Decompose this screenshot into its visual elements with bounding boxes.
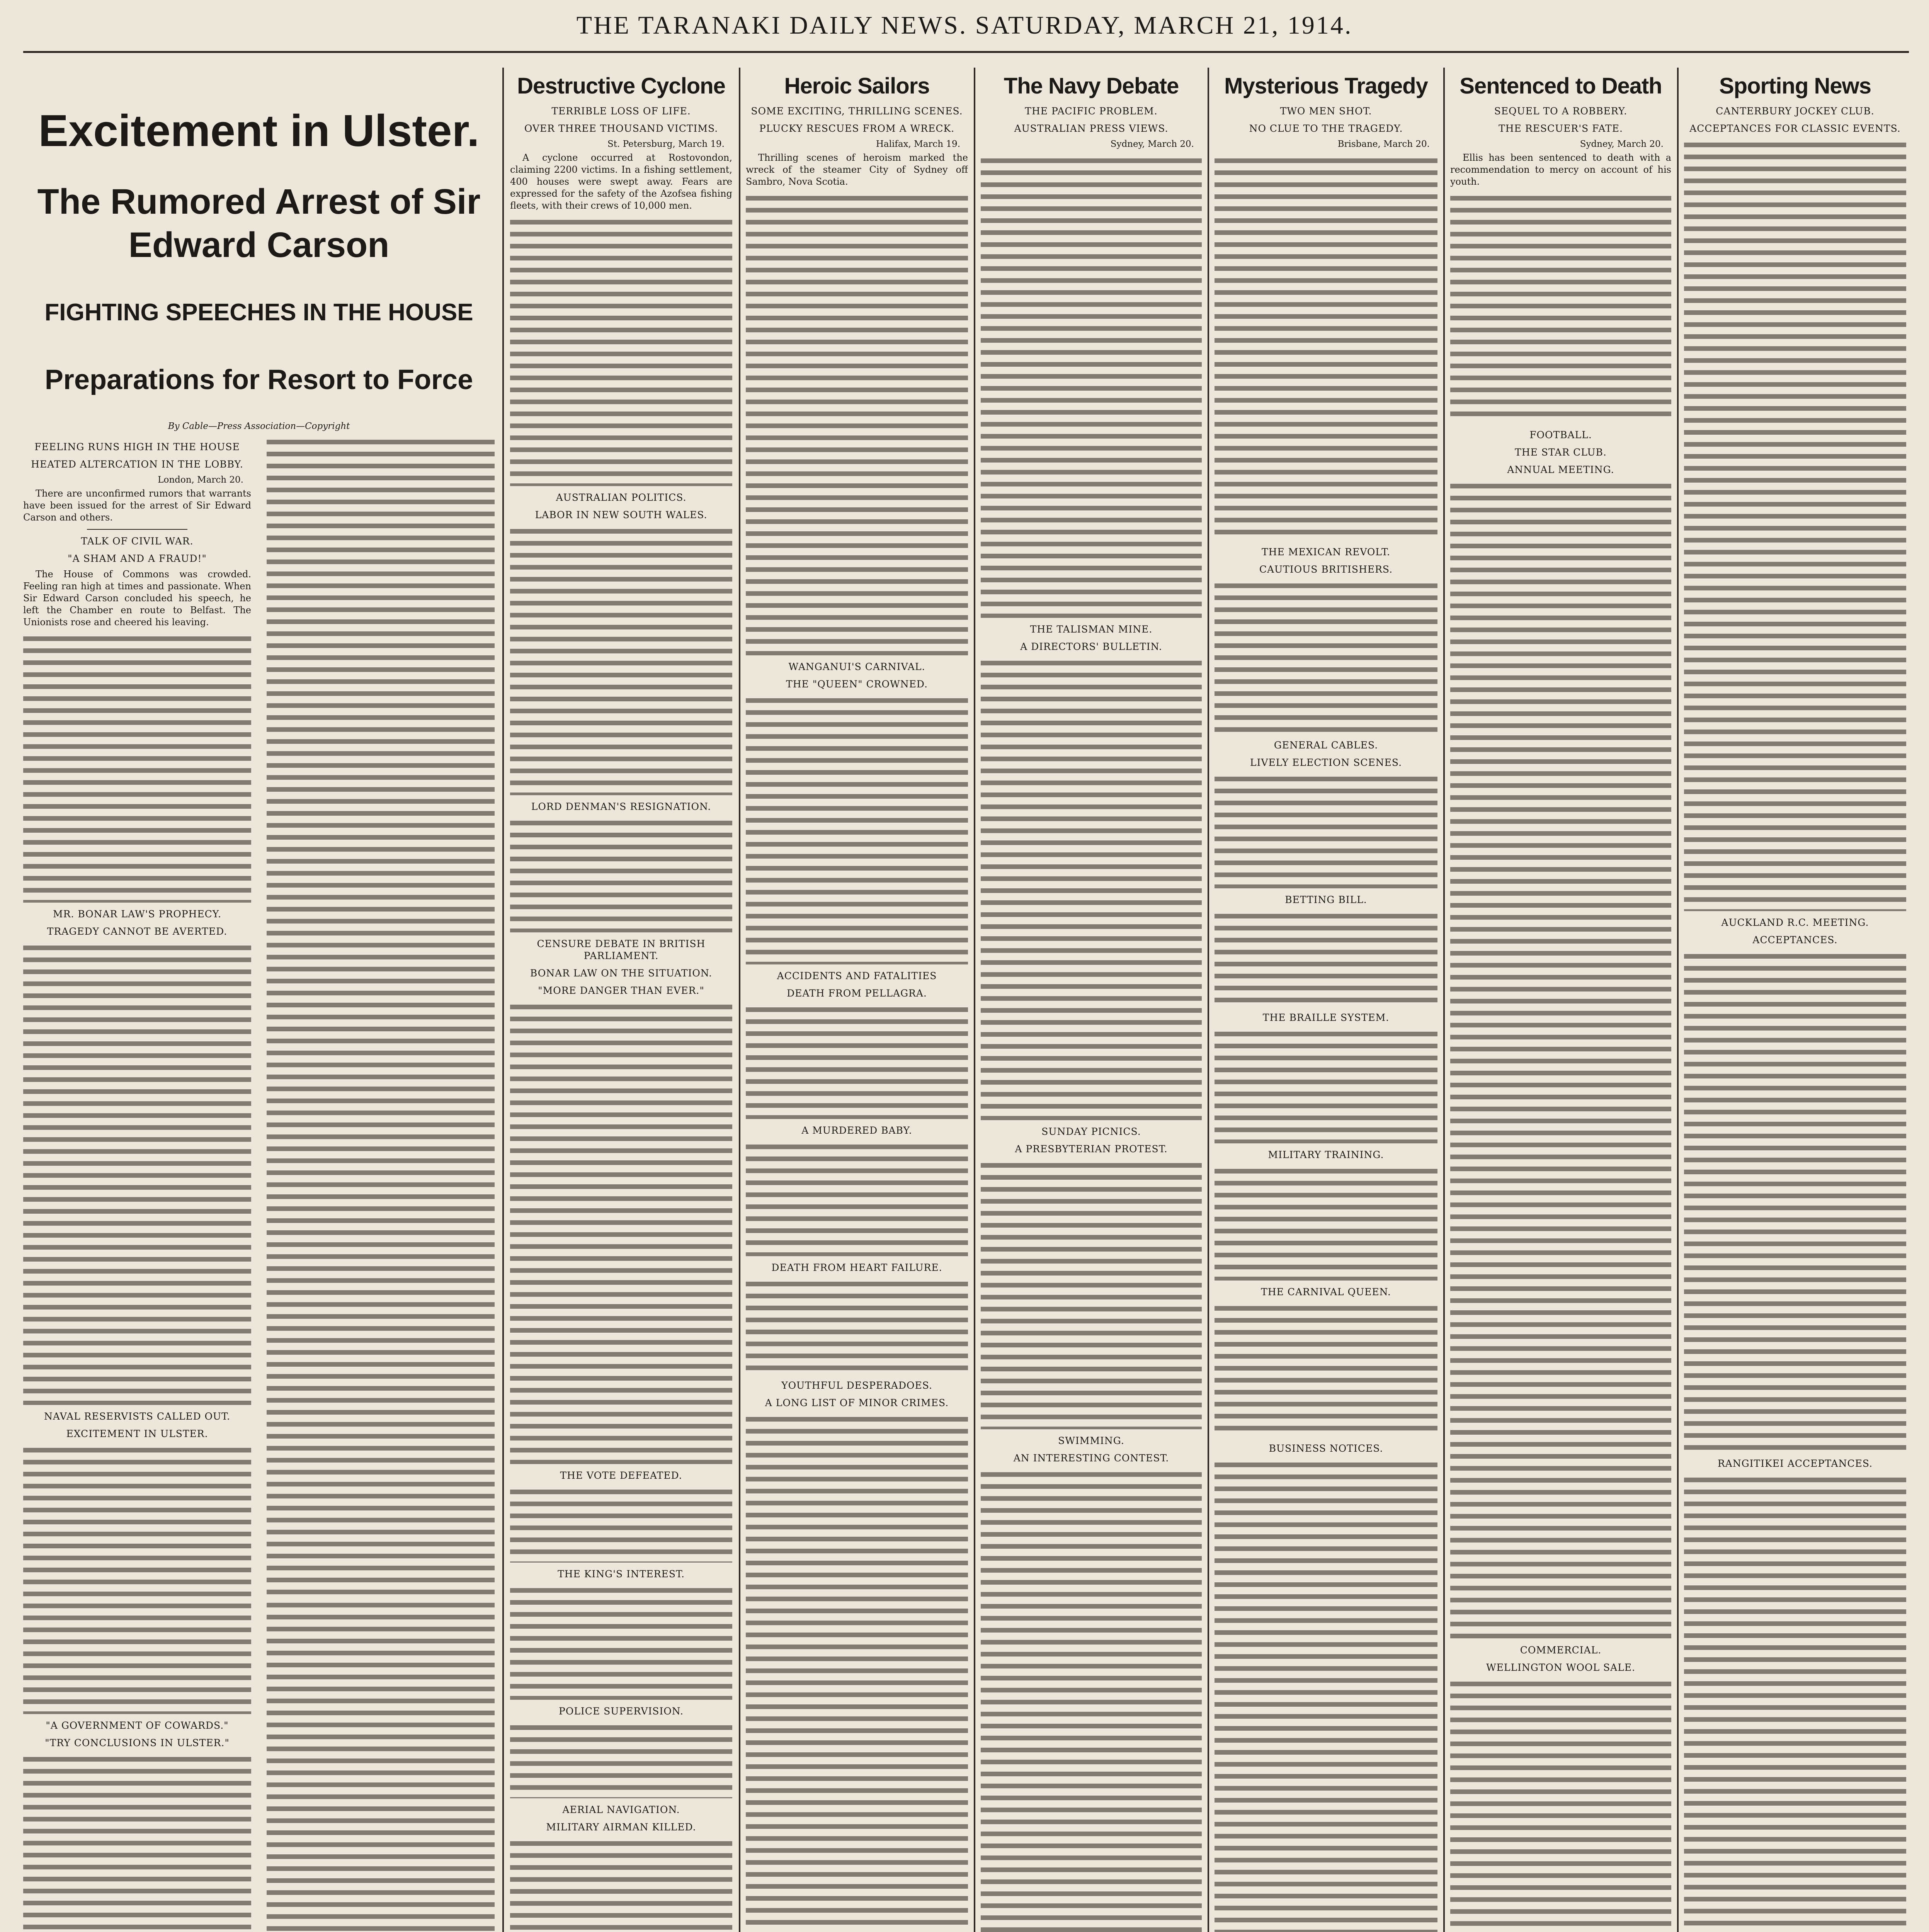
sport-subhead: AUCKLAND R.C. MEETING.	[1721, 917, 1869, 928]
navy-subhead: THE TALISMAN MINE.	[1030, 624, 1153, 635]
death-subhead: WELLINGTON WOOL SALE.	[1486, 1662, 1636, 1673]
ulster-subhead: NAVAL RESERVISTS CALLED OUT.	[44, 1411, 230, 1422]
tragedy-headline: Mysterious Tragedy	[1224, 73, 1428, 99]
cyclone-subhead: THE KING'S INTEREST.	[558, 1568, 685, 1580]
text-block	[1684, 1473, 1906, 1932]
text-block	[1215, 1458, 1437, 1932]
ulster-right-column	[267, 435, 495, 1932]
sport-subhead: ACCEPTANCES FOR CLASSIC EVENTS.	[1689, 123, 1901, 134]
sailors-subhead: A LONG LIST OF MINOR CRIMES.	[765, 1397, 949, 1408]
sailors-subhead: THE "QUEEN" CROWNED.	[786, 679, 928, 690]
ulster-subhead: MR. BONAR LAW'S PROPHECY.	[53, 908, 221, 920]
column-rule	[974, 68, 975, 1932]
sailors-subhead: DEATH FROM PELLAGRA.	[787, 988, 927, 999]
tragedy-subhead: BETTING BILL.	[1285, 894, 1367, 905]
ulster-subhead: HEATED ALTERCATION IN THE LOBBY.	[31, 459, 243, 470]
text-block	[510, 816, 732, 932]
sailors-column	[746, 70, 968, 1932]
text-block	[23, 632, 251, 903]
sailors-subhead: YOUTHFUL DESPERADOES.	[781, 1380, 932, 1391]
navy-subhead: SUNDAY PICNICS.	[1041, 1126, 1141, 1137]
ulster-subheadline: The Rumored Arrest of Sir Edward Carson	[37, 182, 481, 265]
death-paragraph: Ellis has been sentenced to death with a recommendation to mercy on account of his youth.	[1450, 152, 1671, 187]
ulster-subhead: TALK OF CIVIL WAR.	[81, 536, 194, 547]
sailors-subhead: PLUCKY RESCUES FROM A WRECK.	[759, 123, 955, 134]
ulster-article	[23, 70, 495, 1932]
tragedy-subhead: THE CARNIVAL QUEEN.	[1261, 1286, 1391, 1298]
navy-subhead: THE PACIFIC PROBLEM.	[1025, 105, 1158, 117]
section-divider	[87, 529, 187, 530]
cyclone-subhead: POLICE SUPERVISION.	[559, 1706, 684, 1717]
text-block	[981, 656, 1202, 1120]
masthead: THE TARANAKI DAILY NEWS. SATURDAY, MARCH 21, 1914.	[576, 11, 1353, 39]
text-block	[981, 1468, 1202, 1932]
ulster-deck-speeches: FIGHTING SPEECHES IN THE HOUSE	[44, 299, 473, 326]
ulster-headline: Excitement in Ulster.	[38, 105, 480, 156]
column-rule	[1208, 68, 1209, 1932]
ulster-left-column	[23, 435, 251, 1932]
text-block	[1450, 480, 1671, 1639]
navy-subhead: A PRESBYTERIAN PROTEST.	[1015, 1143, 1168, 1155]
death-headline: Sentenced to Death	[1460, 73, 1662, 99]
tragedy-subhead: BUSINESS NOTICES.	[1269, 1443, 1383, 1454]
navy-subhead: AUSTRALIAN PRESS VIEWS.	[1014, 123, 1169, 134]
text-block	[1215, 1302, 1437, 1437]
column-rule	[1443, 68, 1445, 1932]
sailors-subhead: ACCIDENTS AND FATALITIES	[777, 970, 937, 981]
cyclone-subhead: THE VOTE DEFEATED.	[560, 1470, 682, 1481]
column-rule	[1677, 68, 1679, 1932]
navy-subhead: AN INTERESTING CONTEST.	[1013, 1452, 1169, 1464]
death-dateline: Sydney, March 20.	[1580, 139, 1664, 149]
ulster-paragraph: The House of Commons was crowded. Feeling ran high at times and passionate. When Sir Edward Carson concluded his speech, he left the Chamber en route to Belfast. The Unionists rose and cheered his leaving.	[23, 569, 251, 628]
tragedy-subhead: TWO MEN SHOT.	[1280, 105, 1372, 117]
sailors-paragraph: Thrilling scenes of heroism marked the wreck of the steamer City of Sydney off Sambro, Nova Scotia.	[746, 152, 968, 187]
text-block	[510, 1837, 732, 1932]
tragedy-column	[1215, 70, 1437, 1932]
sport-column	[1684, 70, 1906, 1932]
cyclone-subhead: MILITARY AIRMAN KILLED.	[546, 1821, 696, 1833]
text-block	[1215, 1027, 1437, 1143]
sport-subhead: CANTERBURY JOCKEY CLUB.	[1716, 105, 1875, 117]
text-block	[510, 1485, 732, 1563]
text-block	[746, 1140, 968, 1256]
tragedy-subhead: MILITARY TRAINING.	[1268, 1149, 1384, 1160]
sailors-subhead: SOME EXCITING, THRILLING SCENES.	[751, 105, 963, 117]
sport-subhead: ACCEPTANCES.	[1752, 934, 1838, 946]
cyclone-dateline: St. Petersburg, March 19.	[607, 139, 725, 149]
text-block	[1215, 910, 1437, 1006]
death-subhead: THE STAR CLUB.	[1515, 447, 1607, 458]
tragedy-subhead: GENERAL CABLES.	[1274, 740, 1378, 751]
text-block	[746, 1277, 968, 1374]
sport-subhead: RANGITIKEI ACCEPTANCES.	[1717, 1458, 1873, 1469]
navy-headline: The Navy Debate	[1004, 73, 1179, 99]
cyclone-column	[510, 70, 732, 1932]
tragedy-dateline: Brisbane, March 20.	[1337, 139, 1430, 149]
text-block	[746, 694, 968, 964]
tragedy-subhead: LIVELY ELECTION SCENES.	[1250, 757, 1402, 768]
cyclone-subhead: LABOR IN NEW SOUTH WALES.	[535, 509, 708, 520]
text-block	[510, 525, 732, 795]
text-block	[1684, 950, 1906, 1452]
text-block	[1215, 1165, 1437, 1281]
sailors-subhead: DEATH FROM HEART FAILURE.	[771, 1262, 942, 1273]
cyclone-subhead: LORD DENMAN'S RESIGNATION.	[531, 801, 711, 812]
sailors-subhead: A MURDERED BABY.	[801, 1125, 912, 1136]
cyclone-subhead: CENSURE DEBATE IN BRITISH PARLIAMENT.	[537, 938, 706, 961]
navy-dateline: Sydney, March 20.	[1110, 139, 1194, 149]
cyclone-subhead: AUSTRALIAN POLITICS.	[556, 492, 687, 503]
text-block	[1450, 1677, 1671, 1932]
text-block	[1684, 138, 1906, 911]
tragedy-subhead: THE BRAILLE SYSTEM.	[1262, 1012, 1390, 1023]
text-block	[510, 1721, 732, 1798]
text-block	[1215, 154, 1437, 541]
death-column	[1450, 70, 1671, 1932]
ulster-subhead: "TRY CONCLUSIONS IN ULSTER."	[45, 1737, 230, 1748]
ulster-deck-force: Preparations for Resort to Force	[44, 364, 473, 395]
text-block	[746, 1413, 968, 1932]
navy-subhead: SWIMMING.	[1058, 1435, 1124, 1446]
text-block	[1215, 772, 1437, 888]
ulster-byline: By Cable—Press Association—Copyright	[168, 421, 350, 431]
tragedy-subhead: NO CLUE TO THE TRAGEDY.	[1249, 123, 1403, 134]
text-block	[1215, 579, 1437, 734]
text-block	[510, 1584, 732, 1700]
column-rule	[502, 68, 504, 1932]
death-subhead: COMMERCIAL.	[1520, 1645, 1602, 1656]
text-block	[267, 1599, 495, 1932]
navy-subhead: A DIRECTORS' BULLETIN.	[1020, 641, 1162, 652]
text-block	[267, 435, 495, 1595]
cyclone-subhead: AERIAL NAVIGATION.	[562, 1804, 680, 1815]
text-block	[1450, 192, 1671, 423]
death-subhead: THE RESCUER'S FATE.	[1499, 123, 1623, 134]
text-block	[746, 1003, 968, 1119]
text-block	[746, 192, 968, 655]
ulster-lead: FEELING RUNS HIGH IN THE HOUSE	[34, 441, 240, 452]
text-block	[510, 1000, 732, 1464]
sailors-dateline: Halifax, March 19.	[876, 139, 960, 149]
ulster-subhead: EXCITEMENT IN ULSTER.	[66, 1428, 208, 1439]
text-block	[23, 1444, 251, 1714]
ulster-subhead: TRAGEDY CANNOT BE AVERTED.	[47, 926, 228, 937]
sport-headline: Sporting News	[1719, 73, 1871, 99]
text-block	[981, 154, 1202, 618]
tragedy-subhead: CAUTIOUS BRITISHERS.	[1259, 564, 1393, 575]
death-subhead: FOOTBALL.	[1529, 429, 1592, 440]
text-block	[981, 1159, 1202, 1429]
masthead-rule	[23, 51, 1909, 53]
column-rule	[739, 68, 740, 1932]
cyclone-subhead: "MORE DANGER THAN EVER."	[538, 985, 704, 996]
navy-column	[981, 70, 1202, 1932]
ulster-dateline: London, March 20.	[158, 475, 243, 485]
cyclone-paragraph: A cyclone occurred at Rostovondon, claiming 2200 victims. In a fishing settlement, 400 houses were swept away. Fears are expressed for the safety of the Azofsea fishing fleets, with their crews of 10,000 men.	[510, 152, 732, 211]
text-block	[23, 1753, 251, 1932]
ulster-subhead: "A GOVERNMENT OF COWARDS."	[46, 1720, 229, 1731]
cyclone-subhead: OVER THREE THOUSAND VICTIMS.	[524, 123, 718, 134]
cyclone-subhead: TERRIBLE LOSS OF LIFE.	[551, 105, 691, 117]
ulster-subhead: "A SHAM AND A FRAUD!"	[68, 553, 207, 564]
sailors-headline: Heroic Sailors	[784, 73, 930, 99]
sailors-subhead: WANGANUI'S CARNIVAL.	[788, 661, 925, 672]
tragedy-subhead: THE MEXICAN REVOLT.	[1262, 546, 1390, 558]
death-subhead: ANNUAL MEETING.	[1507, 464, 1614, 475]
text-block	[510, 216, 732, 486]
cyclone-subhead: BONAR LAW ON THE SITUATION.	[530, 968, 713, 979]
text-block	[23, 941, 251, 1405]
death-subhead: SEQUEL TO A ROBBERY.	[1494, 105, 1628, 117]
cyclone-headline: Destructive Cyclone	[517, 73, 725, 99]
ulster-paragraph: There are unconfirmed rumors that warrants have been issued for the arrest of Sir Edward Carson and others.	[23, 488, 251, 523]
